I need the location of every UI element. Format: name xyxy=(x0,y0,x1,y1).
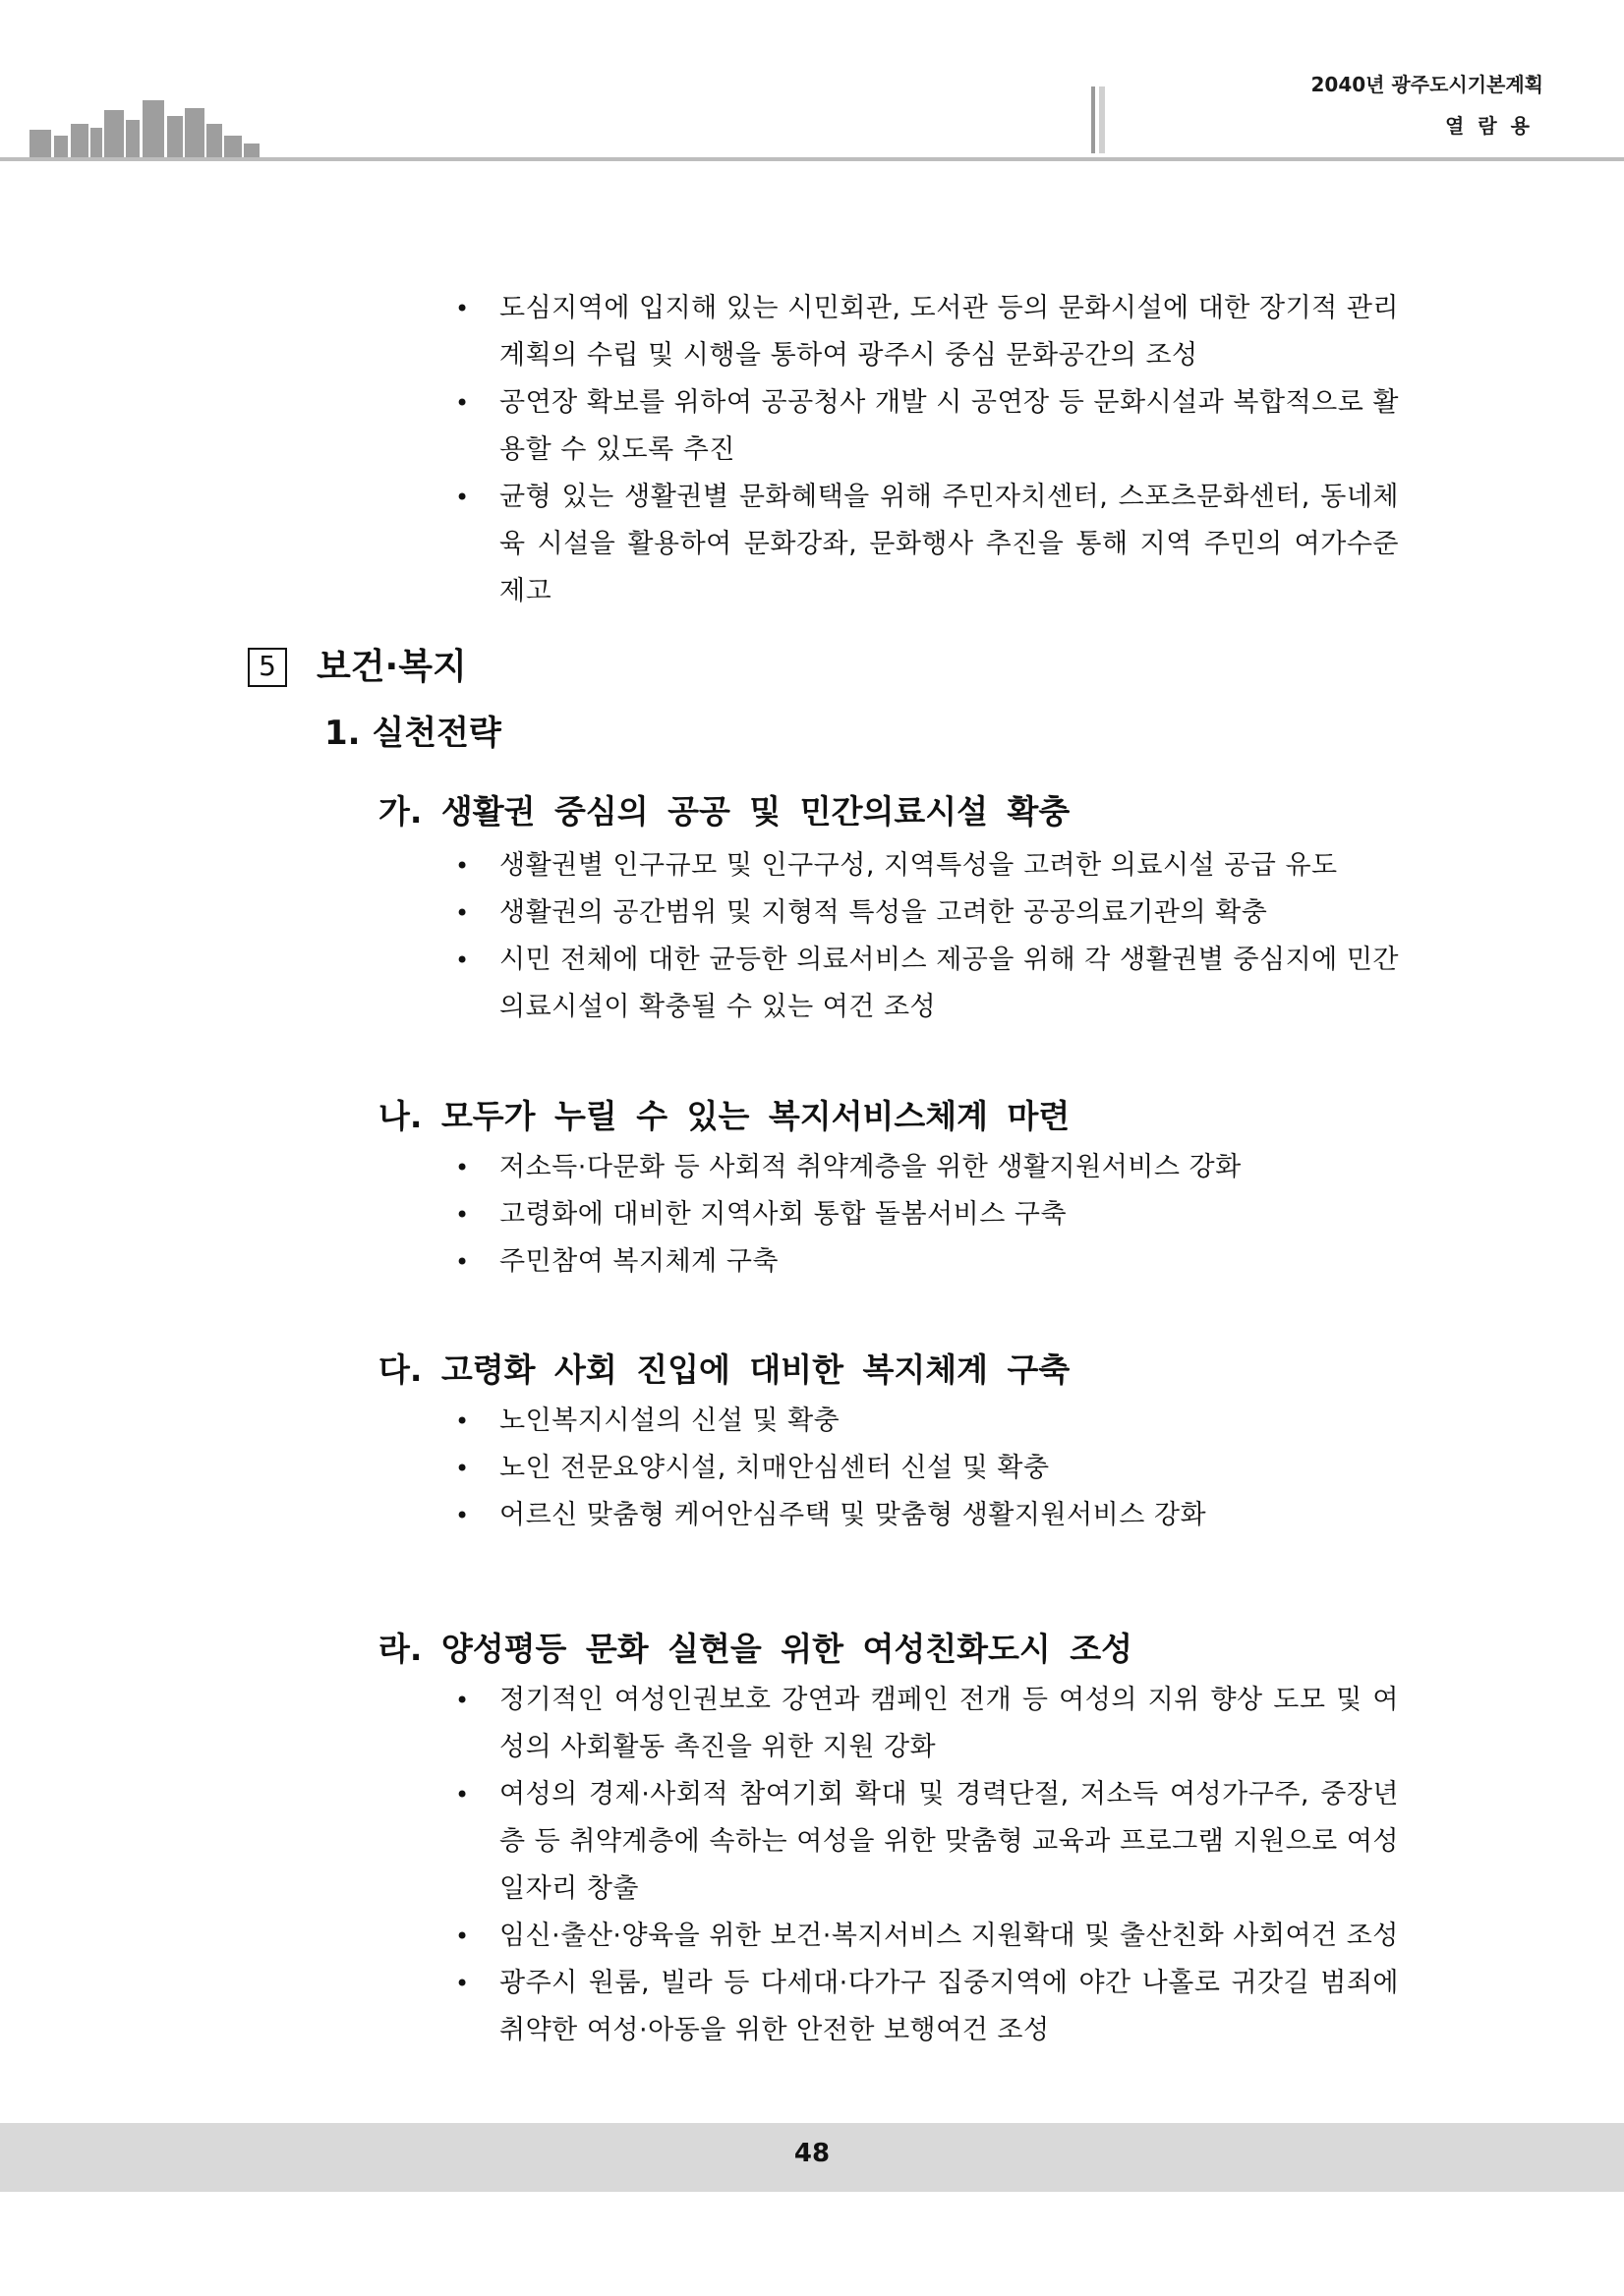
list-item: • 고령화에 대비한 지역사회 통합 돌봄서비스 구축 xyxy=(455,1199,1068,1230)
list-item: • 노인 전문요양시설, 치매안심센터 신설 및 확충 xyxy=(455,1453,1050,1483)
subsection-heading-ga: 가. 생활권 중심의 공공 및 민간의료시설 확충 xyxy=(378,792,1071,831)
subsection-bullets-na xyxy=(455,1144,1399,1286)
section-title: 보건·복지 xyxy=(317,647,467,687)
subsection-heading-da: 다. 고령화 사회 진입에 대비한 복지체계 구축 xyxy=(378,1350,1071,1389)
list-item: • 노인복지시설의 신설 및 확충 xyxy=(455,1406,841,1436)
subsection-bullets-ra xyxy=(455,1677,1399,2054)
subsection-heading-ra: 라. 양성평등 문화 실현을 위한 여성친화도시 조성 xyxy=(378,1630,1133,1668)
header-separator xyxy=(1091,86,1105,153)
list-item: • 여성의 경제·사회적 참여기회 확대 및 경력단절, 저소득 여성가구주, 중장년층 등 취약계층에 속하는 여성을 위한 맞춤형 교육과 프로그램 지원으로 여성일자리 창출 xyxy=(455,1779,1399,1904)
list-item: • 정기적인 여성인권보호 강연과 캠페인 전개 등 여성의 지위 향상 도모 및 여성의 사회활동 촉진을 위한 지원 강화 xyxy=(455,1685,1399,1762)
list-item: • 저소득·다문화 등 사회적 취약계층을 위한 생활지원서비스 강화 xyxy=(455,1152,1242,1182)
list-item: • 도심지역에 입지해 있는 시민회관, 도서관 등의 문화시설에 대한 장기적 관리계획의 수립 및 시행을 통하여 광주시 중심 문화공간의 조성 xyxy=(455,293,1399,371)
subsection-bullets-da xyxy=(455,1398,1399,1539)
list-item: • 임신·출산·양육을 위한 보건·복지서비스 지원확대 및 출산친화 사회여건 조성 xyxy=(455,1921,1399,1951)
list-item: • 생활권별 인구규모 및 인구구성, 지역특성을 고려한 의료시설 공급 유도 xyxy=(455,850,1338,881)
subsection-heading-na: 나. 모두가 누릴 수 있는 복지서비스체계 마련 xyxy=(378,1097,1071,1135)
page-footer xyxy=(0,2123,1624,2192)
list-item: • 주민참여 복지체계 구축 xyxy=(455,1246,779,1277)
list-item: • 공연장 확보를 위하여 공공청사 개발 시 공연장 등 문화시설과 복합적으로 활용할 수 있도록 추진 xyxy=(455,387,1399,465)
strategy-heading: 1. 실천전략 xyxy=(324,714,501,753)
section-number-box: 5 xyxy=(248,648,287,687)
header-divider xyxy=(0,157,1624,161)
page-header xyxy=(0,0,1624,167)
intro-bullet-list xyxy=(455,285,1399,615)
list-item: • 균형 있는 생활권별 문화혜택을 위해 주민자치센터, 스포츠문화센터, 동네체육 시설을 활용하여 문화강좌, 문화행사 추진을 통해 지역 주민의 여가수준 제고 xyxy=(455,482,1399,606)
city-skyline-logo xyxy=(0,88,265,159)
list-item: • 광주시 원룸, 빌라 등 다세대·다가구 집중지역에 야간 나홀로 귀갓길 범죄에 취약한 여성·아동을 위한 안전한 보행여건 조성 xyxy=(455,1968,1399,2045)
document-title: 2040년 광주도시기본계획 xyxy=(1310,73,1543,96)
list-item: • 어르신 맞춤형 케어안심주택 및 맞춤형 생활지원서비스 강화 xyxy=(455,1500,1207,1530)
section-heading xyxy=(248,639,467,689)
document-subtitle: 열람용 xyxy=(1445,114,1543,138)
list-item: • 생활권의 공간범위 및 지형적 특성을 고려한 공공의료기관의 확충 xyxy=(455,897,1268,928)
subsection-bullets-ga xyxy=(455,842,1399,1031)
page-number: 48 xyxy=(793,2139,831,2168)
list-item: • 시민 전체에 대한 균등한 의료서비스 제공을 위해 각 생활권별 중심지에 민간의료시설이 확충될 수 있는 여건 조성 xyxy=(455,945,1399,1022)
